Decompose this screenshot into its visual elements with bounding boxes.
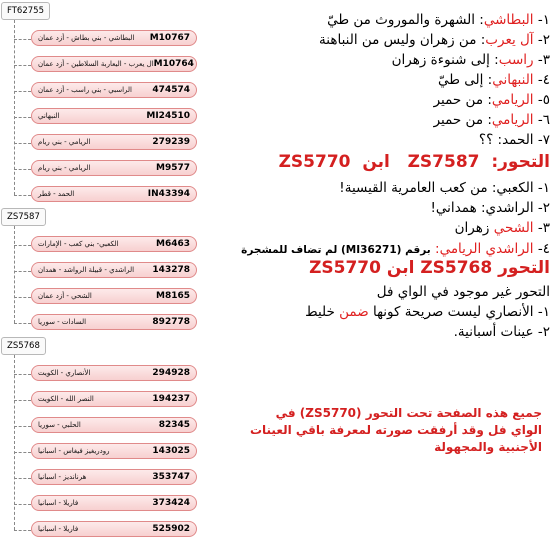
sample-node[interactable] xyxy=(31,134,197,150)
tree-branch xyxy=(14,169,31,170)
tree-branch xyxy=(14,374,31,375)
sample-family-name: الراسبي - بني راسب - أزد عمان xyxy=(38,86,132,94)
heading-zs5768: التحور ZS5768 ابن ZS5770 xyxy=(309,258,550,278)
tree-branch xyxy=(14,478,31,479)
sample-family-name: الشحي - أزد عمان xyxy=(38,292,92,300)
sample-kit-id: 294928 xyxy=(152,368,190,378)
tree-branch xyxy=(14,530,31,531)
sample-kit-id: 279239 xyxy=(152,137,190,147)
tree-branch xyxy=(14,39,31,40)
sample-kit-id: 525902 xyxy=(152,524,190,534)
sample-family-name: فاريلا - اسبانيا xyxy=(38,499,79,507)
sample-node[interactable] xyxy=(31,56,197,72)
note-line-n1: التحور غير موجود في الواي فل xyxy=(376,284,550,300)
haplogroup-tree xyxy=(0,0,205,534)
tree-branch xyxy=(14,65,31,66)
sample-family-name: هرنانديز - اسبانيا xyxy=(38,473,87,481)
sample-kit-id: 143025 xyxy=(152,446,190,456)
sample-node[interactable] xyxy=(31,469,197,485)
sample-family-name: الريامي - بني ريام xyxy=(38,164,91,172)
sample-node[interactable] xyxy=(31,160,197,176)
sample-family-name: الأنصاري - الكويت xyxy=(38,369,91,377)
group-root-label: ZS7587 xyxy=(1,208,46,226)
tree-branch xyxy=(14,91,31,92)
sample-node[interactable] xyxy=(31,186,197,202)
sample-family-name: الراشدي - قبيلة الرواشد - همدان xyxy=(38,266,135,274)
sample-kit-id: IN43394 xyxy=(147,189,190,199)
sample-node[interactable] xyxy=(31,236,197,252)
note-line-m2: ٢- الراشدي: همداني! xyxy=(430,200,550,216)
sample-node[interactable] xyxy=(31,262,197,278)
note-line-n3: ٢- عينات أسبانية. xyxy=(453,324,550,340)
sample-kit-id: 353747 xyxy=(152,472,190,482)
note-line-3: ٣- راسب: إلى شنوءة زهران xyxy=(391,52,550,68)
note-line-6: ٦- الريامي: من حمير xyxy=(433,112,550,128)
sample-family-name: النبهاني xyxy=(38,112,60,120)
sample-kit-id: 373424 xyxy=(152,498,190,508)
tree-branch xyxy=(14,117,31,118)
heading-zs7587: التحور: ZS7587 ابن ZS5770 xyxy=(278,152,550,172)
sample-kit-id: M9577 xyxy=(155,163,190,173)
note-line-1: ١- البطاشي: الشهرة والموروث من طيّ xyxy=(327,12,550,28)
group-root-label: ZS5768 xyxy=(1,337,46,355)
sample-family-name: الريامي - بني ريام xyxy=(38,138,91,146)
sample-node[interactable] xyxy=(31,443,197,459)
note-line-2: ٢- آل يعرب: من زهران وليس من النباهنة xyxy=(319,32,550,48)
sample-kit-id: M8165 xyxy=(155,291,190,301)
tree-branch xyxy=(14,195,31,196)
note-line-m1: ١- الكعبي: من كعب العامرية القيسية! xyxy=(339,180,550,196)
sample-node[interactable] xyxy=(31,495,197,511)
tree-branch xyxy=(14,452,31,453)
sample-family-name: ال يعرب - اليعاربة السلاطين - أزد عمان xyxy=(38,60,154,68)
tree-branch xyxy=(14,245,31,246)
tree-branch xyxy=(14,323,31,324)
notes-panel xyxy=(205,0,550,530)
sample-family-name: الحلبي - سوريا xyxy=(38,421,81,429)
sample-node[interactable] xyxy=(31,82,197,98)
sample-family-name: السادات - سوريا xyxy=(38,318,87,326)
sample-node[interactable] xyxy=(31,417,197,433)
sample-node[interactable] xyxy=(31,314,197,330)
tree-branch xyxy=(14,504,31,505)
tree-branch xyxy=(14,426,31,427)
tree-branch xyxy=(14,297,31,298)
sample-kit-id: M10764 xyxy=(153,59,194,69)
sample-kit-id: 892778 xyxy=(152,317,190,327)
sample-node[interactable] xyxy=(31,365,197,381)
sample-kit-id: 82345 xyxy=(158,420,190,430)
sample-kit-id: M10767 xyxy=(149,33,190,43)
sample-node[interactable] xyxy=(31,391,197,407)
tree-branch xyxy=(14,271,31,272)
sample-node[interactable] xyxy=(31,288,197,304)
sample-family-name: الحمد - قطر xyxy=(38,190,75,198)
note-line-5: ٥- الريامي: من حمير xyxy=(433,92,550,108)
sample-family-name: الكعبي- بني كعب - الإمارات xyxy=(38,240,119,248)
sample-kit-id: 194237 xyxy=(152,394,190,404)
sample-family-name: فاريلا - اسبانيا xyxy=(38,525,79,533)
sample-kit-id: M6463 xyxy=(155,239,190,249)
sample-node[interactable] xyxy=(31,108,197,124)
note-line-7: ٧- الحمد: ؟؟ xyxy=(478,132,550,148)
sample-family-name: رودريغيز فيغاس - اسبانيا xyxy=(38,447,110,455)
tree-branch xyxy=(14,143,31,144)
sample-family-name: البطاشي - بني بطاش - أزد عمان xyxy=(38,34,135,42)
sample-node[interactable] xyxy=(31,521,197,537)
note-line-m4: ٤- الراشدي الريامي: برقم (MI36271) لم تضاف للمشجرة xyxy=(241,241,550,257)
tree-branch xyxy=(14,400,31,401)
sample-kit-id: 143278 xyxy=(152,265,190,275)
note-line-n2: ١- الأنصاري ليست صريحة كونها ضمن خليط xyxy=(305,304,550,320)
note-line-4: ٤- النبهاني: إلى طيّ xyxy=(437,72,550,88)
note-line-m3: ٣- الشحي زهران xyxy=(454,220,550,236)
group-root-label: FT62755 xyxy=(1,2,50,20)
tree-connector xyxy=(14,226,15,323)
sample-node[interactable] xyxy=(31,30,197,46)
sample-kit-id: MI24510 xyxy=(146,111,190,121)
sample-kit-id: 474574 xyxy=(152,85,190,95)
sample-family-name: النصر الله - الكويت xyxy=(38,395,94,403)
footnote: جميع هذه الصفحة تحت التحور (ZS5770) في الواي فل وقد أرفقت صورته لمعرفة باقي العينات الأجنبية والمجهولة xyxy=(249,406,542,454)
